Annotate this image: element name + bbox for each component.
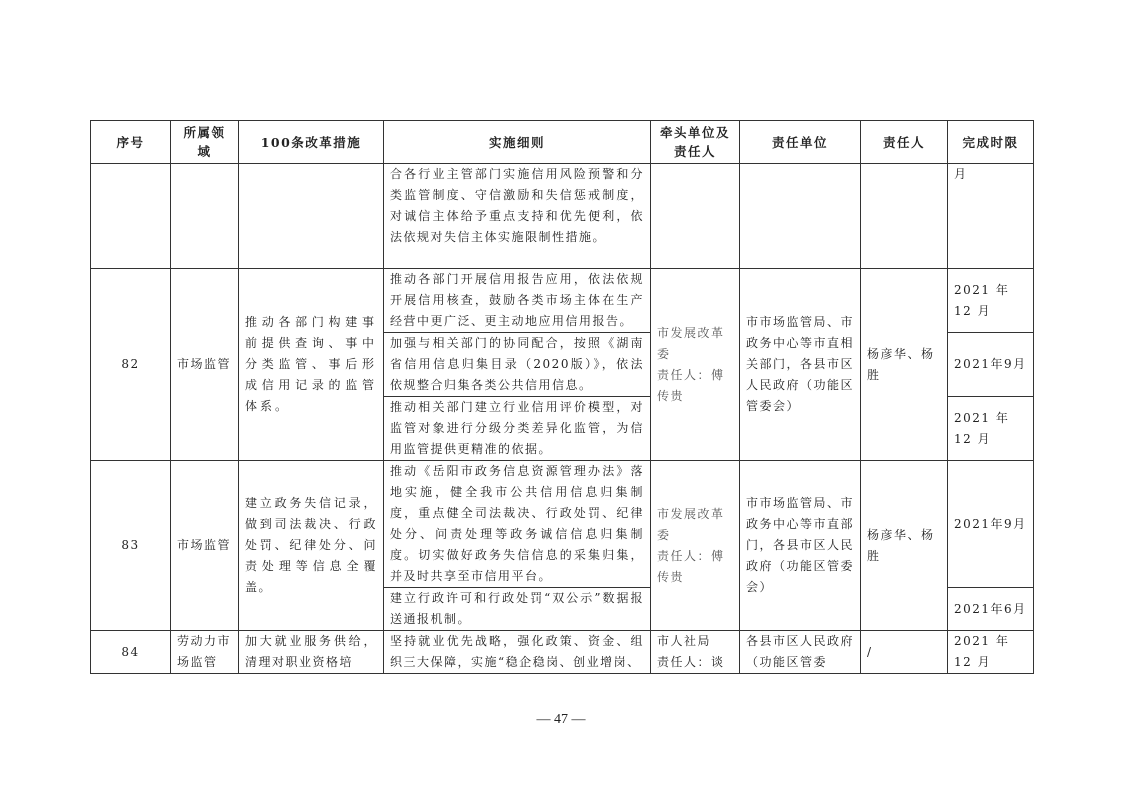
person-cell: 杨彦华、杨胜 [861,269,948,461]
person-cell: 杨彦华、杨胜 [861,461,948,631]
header-detail: 实施细则 [384,121,651,164]
detail-cell: 推动相关部门建立行业信用评价模型，对监管对象进行分级分类差异化监管，为信用监管提供更精准的依据。 [384,397,651,461]
units-cell: 市市场监管局、市政务中心等市直相关部门，各县市区人民政府（功能区管委会） [740,269,861,461]
units-cell: 市市场监管局、市政务中心等市直部门，各县市区人民政府（功能区管委会） [740,461,861,631]
detail-cell: 坚持就业优先战略，强化政策、资金、组织三大保障，实施“稳企稳岗、创业增岗、 [384,631,651,674]
header-units: 责任单位 [740,121,861,164]
lead-cell: 市发展改革委 责任人：傅传贵 [651,461,740,631]
header-no: 序号 [91,121,171,164]
detail-cell: 建立行政许可和行政处罚“双公示”数据报送通报机制。 [384,588,651,631]
units-cell: 各县市区人民政府（功能区管委 [740,631,861,674]
detail-cell: 加强与相关部门的协同配合，按照《湖南省信用信息归集目录（2020版）》，依法依规整合归集各类公共信用信息。 [384,333,651,397]
measure-cell: 加大就业服务供给，清理对职业资格培 [239,631,384,674]
deadline-cell: 2021 年 12 月 [948,631,1034,674]
deadline-cell: 2021 年 12 月 [948,397,1034,461]
measure-cell: 建立政务失信记录，做到司法裁决、行政处罚、纪律处分、问责处理等信息全覆盖。 [239,461,384,631]
no-cell: 84 [91,631,171,674]
person-cell: / [861,631,948,674]
deadline-cell: 2021年9月 [948,461,1034,588]
table-row-continued [91,164,1034,269]
field-cell: 市场监管 [171,461,239,631]
field-cell: 市场监管 [171,269,239,461]
reform-measures-table [90,120,1034,674]
table-row-83 [91,461,1034,588]
no-cell: 82 [91,269,171,461]
detail-cell: 推动各部门开展信用报告应用，依法依规开展信用核查，鼓励各类市场主体在生产经营中更广泛、更主动地应用信用报告。 [384,269,651,333]
no-cell: 83 [91,461,171,631]
measure-cell: 推动各部门构建事前提供查询、事中分类监管、事后形成信用记录的监管体系。 [239,269,384,461]
page-number: — 47 — [536,712,586,727]
deadline-cell: 2021年9月 [948,333,1034,397]
table-row-82 [91,269,1034,333]
deadline-cell: 2021 年 12 月 [948,269,1034,333]
header-person: 责任人 [861,121,948,164]
deadline-cell: 月 [948,164,1034,269]
field-cell: 劳动力市场监管 [171,631,239,674]
table-row-84 [91,631,1034,674]
header-field: 所属领域 [171,121,239,164]
lead-cell: 市人社局 责任人：谈 [651,631,740,674]
header-deadline: 完成时限 [948,121,1034,164]
deadline-cell: 2021年6月 [948,588,1034,631]
header-measure: 100条改革措施 [239,121,384,164]
lead-cell: 市发展改革委 责任人：傅传贵 [651,269,740,461]
header-lead: 牵头单位及责任人 [651,121,740,164]
detail-cell: 推动《岳阳市政务信息资源管理办法》落地实施，健全我市公共信用信息归集制度，重点健全司法裁决、行政处罚、纪律处分、问责处理等政务诚信信息归集制度。切实做好政务失信信息的采集归集，并及时共享至市信用平台。 [384,461,651,588]
detail-cell: 合各行业主管部门实施信用风险预警和分类监管制度、守信激励和失信惩戒制度，对诚信主体给予重点支持和优先便利，依法依规对失信主体实施限制性措施。 [384,164,651,269]
header-row [91,121,1034,164]
